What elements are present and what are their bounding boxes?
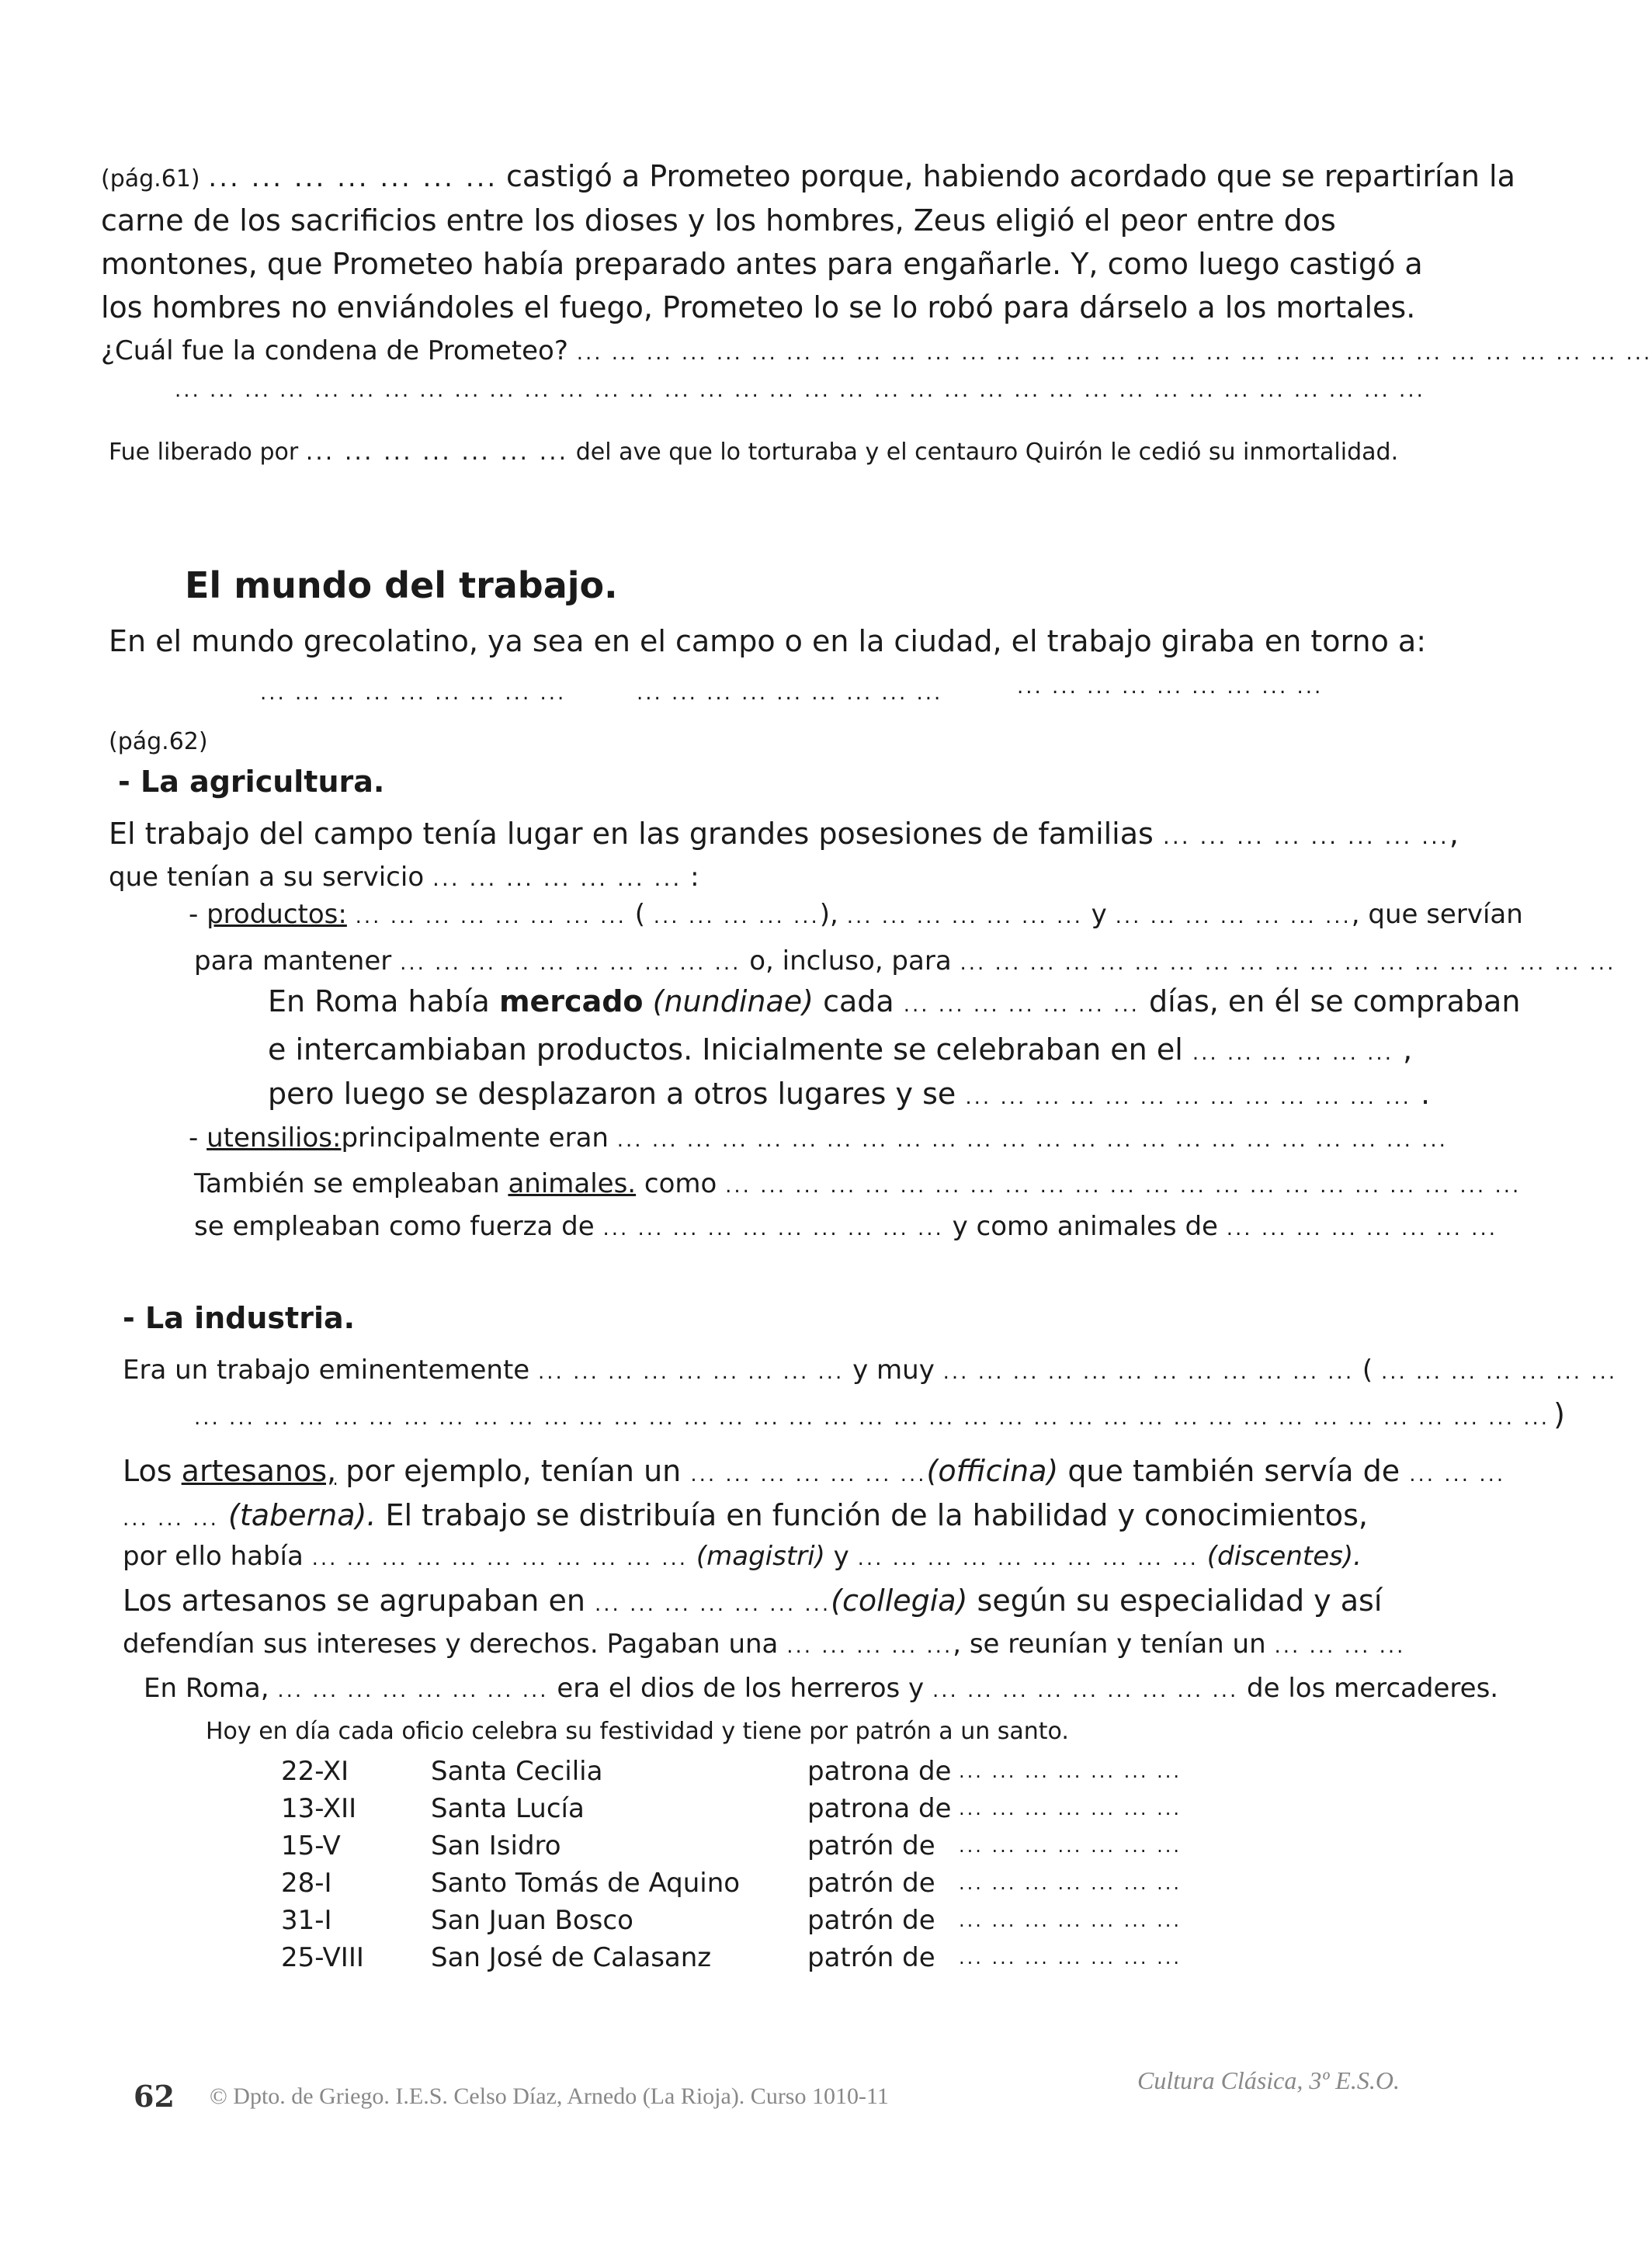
- santo-date: 28-I: [281, 1868, 332, 1899]
- santo-role: patrón de: [807, 1905, 935, 1936]
- agricultura-productos: - productos: ... ... ... ... ... ... ... ... ( ... ... ... ... ...), ... ... ... ... ... ... ... y ... ... ... ... ... ... ..., que servían: [189, 899, 1523, 930]
- santo-name: San José de Calasanz: [431, 1942, 712, 1973]
- prometeo-line-4: los hombres no enviándoles el fuego, Prometeo lo se lo robó para dárselo a los mortales.: [101, 290, 1416, 324]
- santo-date: 31-I: [281, 1905, 332, 1936]
- fill-blank: ... ... ... ... ... ... ...: [305, 439, 569, 466]
- intereses-line: defendían sus intereses y derechos. Pagaban una ... ... ... ... ..., se reunían y tenían un ... ... ... ...: [123, 1629, 1406, 1660]
- agricultura-line-1: El trabajo del campo tenía lugar en las grandes posesiones de familias ... ... ... ... ... ... ... ...,: [109, 817, 1459, 851]
- page-number: 62: [134, 2079, 175, 2114]
- dioses-line: En Roma, ... ... ... ... ... ... ... ... era el dios de los herreros y ... ... ... ... ... ... ... ... ... de los mercaderes.: [144, 1673, 1499, 1704]
- santo-name: Santa Lucía: [431, 1793, 585, 1824]
- santo-name: San Juan Bosco: [431, 1905, 633, 1936]
- santo-name: Santo Tomás de Aquino: [431, 1868, 741, 1899]
- industria-line-1: Era un trabajo eminentemente ... ... ... ... ... ... ... ... ... y muy ... ... ... ... ... ... ... ... ... ... ... ... ( ... ... ... ... ... ... ...: [123, 1355, 1618, 1386]
- page-reference: (pág.62): [109, 728, 208, 755]
- productos-label: productos:: [206, 899, 347, 930]
- prometeo-question: [101, 335, 1652, 366]
- santo-role: patrona de: [807, 1793, 952, 1824]
- santo-blank: ... ... ... ... ... ... ...: [959, 1835, 1182, 1857]
- santo-name: Santa Cecilia: [431, 1756, 603, 1787]
- footer-credit: © Dpto. de Griego. I.E.S. Celso Díaz, Arnedo (La Rioja). Curso 1010-11: [210, 2083, 889, 2109]
- fill-blank: ... ... ... ... ... ... ...: [208, 162, 498, 193]
- section-title: El mundo del trabajo.: [185, 564, 618, 606]
- industria-heading: - La industria.: [123, 1301, 356, 1335]
- agricultura-line-10: se empleaban como fuerza de ... ... ... ... ... ... ... ... ... ... y como animales de ... ... ... ... ... ... ... ...: [194, 1211, 1498, 1242]
- industria-line-2: ... ... ... ... ... ... ... ... ... ... ... ... ... ... ... ... ... ... ... ... ... ... ... ... ... ... ... ... ... ... ... ... ... ... ... ... ... ... ... ): [194, 1397, 1565, 1431]
- prometeo-liberation: Fue liberado por ... ... ... ... ... ... ... del ave que lo torturaba y el centauro Quirón le cedió su inmortalidad.: [109, 439, 1399, 466]
- santo-blank: ... ... ... ... ... ... ...: [959, 1910, 1182, 1931]
- santo-blank: ... ... ... ... ... ... ...: [959, 1798, 1182, 1820]
- santo-date: 25-VIII: [281, 1942, 364, 1973]
- santo-blank: ... ... ... ... ... ... ...: [959, 1761, 1182, 1782]
- animales-label: animales.: [508, 1168, 637, 1199]
- mercado-term: mercado: [498, 984, 644, 1018]
- fill-blank: ... ... ... ... ... ... ...: [432, 866, 682, 891]
- page-reference: (pág.61): [101, 165, 200, 193]
- fill-blank-2: ... ... ... ... ... ... ... ... ...: [637, 682, 943, 705]
- fill-blank-3: ... ... ... ... ... ... ... ... ...: [1017, 675, 1324, 699]
- santo-date: 15-V: [281, 1830, 341, 1861]
- answer-blank: ... ... ... ... ... ... ... ... ... ... ... ... ... ... ... ... ... ... ... ... ... ... ... ... ... ... ... ... ... ... ...: [576, 342, 1652, 365]
- mercado-line-3: pero luego se desplazaron a otros lugares y se ... ... ... ... ... ... ... ... ... ... ... ... ... .: [268, 1077, 1431, 1111]
- artesanos-label: artesanos,: [181, 1454, 337, 1488]
- question-text: ¿Cuál fue la condena de Prometeo?: [101, 335, 568, 366]
- trabajo-intro: En el mundo grecolatino, ya sea en el campo o en la ciudad, el trabajo giraba en torno a:: [109, 624, 1426, 658]
- fill-blank-1: ... ... ... ... ... ... ... ... ...: [260, 682, 567, 705]
- agricultura-utensilios: - utensilios:principalmente eran ... ... ... ... ... ... ... ... ... ... ... ... ... ... ... ... ... ... ... ... ... ... ... ...: [189, 1122, 1448, 1153]
- agricultura-heading: - La agricultura.: [118, 765, 385, 799]
- taberna-line: ... ... ... (taberna). El trabajo se distribuía en función de la habilidad y conocimientos,: [123, 1498, 1368, 1532]
- santo-role: patrón de: [807, 1868, 935, 1899]
- mercado-line: En Roma había mercado (nundinae) cada ... ... ... ... ... ... ... días, en él se compraban: [268, 984, 1521, 1018]
- collegia-line: Los artesanos se agrupaban en ... ... ... ... ... ... ...(collegia) según su especialidad y así: [123, 1584, 1383, 1618]
- santo-role: patrona de: [807, 1756, 952, 1787]
- mercado-line-2: e intercambiaban productos. Inicialmente se celebraban en el ... ... ... ... ... ... ,: [268, 1032, 1413, 1067]
- santo-name: San Isidro: [431, 1830, 561, 1861]
- utensilios-label: utensilios:: [206, 1122, 342, 1153]
- santo-role: patrón de: [807, 1942, 935, 1973]
- santo-role: patrón de: [807, 1830, 935, 1861]
- santo-blank: ... ... ... ... ... ... ...: [959, 1947, 1182, 1969]
- prometeo-line-2: carne de los sacrificios entre los dioses y los hombres, Zeus eligió el peor entre dos: [101, 203, 1336, 238]
- artesanos-line: Los artesanos, por ejemplo, tenían un ... ... ... ... ... ... ...(officina) que también servía de ... ... ...: [123, 1454, 1506, 1488]
- santo-date: 13-XII: [281, 1793, 357, 1824]
- answer-blank-line: ... ... ... ... ... ... ... ... ... ... ... ... ... ... ... ... ... ... ... ... ... ... ... ... ... ... ... ... ... ... ... ... ... ... ... ...: [175, 379, 1425, 402]
- santo-blank: ... ... ... ... ... ... ...: [959, 1872, 1182, 1894]
- agricultura-line-4: para mantener ... ... ... ... ... ... ... ... ... ... o, incluso, para ... ... ... ... ... ... ... ... ... ... ... ... ... ... ... ... ... ... ...: [194, 945, 1616, 977]
- magistri-line: por ello había ... ... ... ... ... ... ... ... ... ... ... (magistri) y ... ... ... ... ... ... ... ... ... ... (discentes).: [123, 1541, 1362, 1572]
- santo-date: 22-XI: [281, 1756, 349, 1787]
- prometeo-line-3: montones, que Prometeo había preparado antes para engañarle. Y, como luego castigó a: [101, 247, 1423, 281]
- agricultura-line-2: que tenían a su servicio ... ... ... ... ... ... ... :: [109, 862, 699, 893]
- footer-course: Cultura Clásica, 3º E.S.O.: [1137, 2066, 1400, 2094]
- fill-blank: ... ... ... ... ... ... ... ...: [1162, 824, 1449, 849]
- prometeo-line-1: (pág.61) ... ... ... ... ... ... ... castigó a Prometeo porque, habiendo acordado que se repartirían la: [101, 159, 1515, 193]
- agricultura-animales: También se empleaban animales. como ... ... ... ... ... ... ... ... ... ... ... ... ... ... ... ... ... ... ... ... ... ... ...: [194, 1168, 1522, 1199]
- santos-intro: Hoy en día cada oficio celebra su festividad y tiene por patrón a un santo.: [206, 1718, 1069, 1745]
